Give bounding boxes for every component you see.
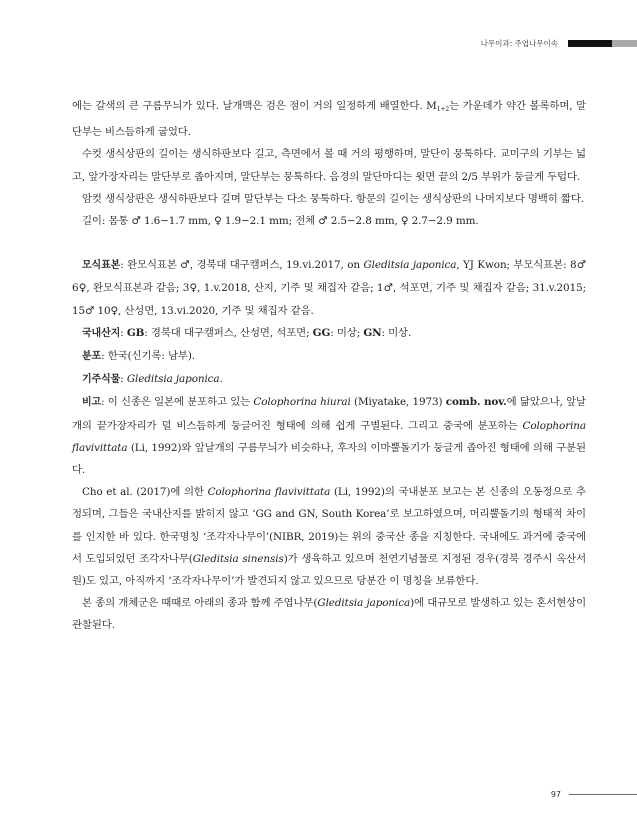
section-gap (72, 232, 586, 254)
footer-rule (569, 794, 637, 795)
domestic-localities-label: 국내산지 (82, 327, 121, 339)
remarks-label: 비고 (82, 397, 102, 409)
discussion-paragraph-2: 본 종의 개체군은 때때로 아래의 종과 함께 주엽나무(Gleditsia japonica)에 대규모로 발생하고 있는 혼서현상이 관찰된다. (72, 597, 587, 632)
host-plant-paragraph: 기주식물: Gleditsia japonica. (82, 373, 223, 386)
type-specimen-paragraph: 모식표본: 완모식표본 ♂, 경북대 대구캠퍼스, 19.vi.2017, on Gleditsia japonica, YJ Kwon; 부모식표본: 8♂ 6♀, 완모식표본과 같음; 3♀, 1.v.2018, 산지, 기주 및 채집자 같음; 1♂, 석포면, 기주 및 채집자 같음; 31.v.2015; 15♂ 10♀, 산성면, 13.vi.2020, 기주 및 채집자 같음. (72, 259, 586, 317)
distribution-paragraph: 분포: 한국(신기록: 남부). (82, 350, 196, 363)
body-text (72, 95, 586, 637)
length-measurements: 길이: 몸통 ♂ 1.6−1.7 mm, ♀ 1.9−2.1 mm; 전체 ♂ 2.5−2.8 mm, ♀ 2.7−2.9 mm. (82, 215, 479, 228)
description-paragraph-1: 에는 갈색의 큰 구름무늬가 있다. 날개맥은 검은 점이 거의 일정하게 배열한다. $M_{1+2}$는 가운데가 약간 볼록하며, 말단부는 비스듬하게 굽었다. (72, 100, 587, 139)
header-bar-black (568, 40, 612, 47)
remarks-paragraph: 비고: 이 신종은 일본에 분포하고 있는 Colophorina hiurai (Miyatake, 1973) comb. nov.에 닮았으나, 앞날개의 끝가장자리가 덜 비스듬하게 둥글어진 형태에 의해 쉽게 구별된다. 그리고 중국에 분포하는 Colophorina flavivittata (Li, 1992)와 앞날개의 구름무늬가 비슷하나, 후자의 이마뿔돌기가 둥글게 좁아진 형태에 의해 구분된다. (72, 396, 586, 477)
discussion-paragraph-1: Cho et al. (2017)에 의한 Colophorina flavivittata (Li, 1992)의 국내분포 보고는 본 신종의 오동정으로 추정되며, 그들은 국내산지를 밝히지 않고 ‘GG and GN, South Korea’로 보고하였으며, 머리뿔돌기의 형태적 차이를 인지한 바 있다. 한국명칭 ‘조각자나무이’(NIBR, 2019)는 위의 중국산 종을 지칭한다. 국내에도 과거에 중국에서 도입되었던 조각자나무(Gleditsia sinensis)가 생육하고 있으며 천연기념물로 지정된 경우(경북 경주시 옥산서원)도 있고, 아직까지 ‘조각자나무이’가 발견되지 않고 있으므로 당분간 이 명칭을 보류한다. (72, 486, 587, 588)
description-paragraph-2: 수컷 생식상판의 길이는 생식하판보다 길고, 측면에서 볼 때 거의 평행하며, 말단이 뭉툭하다. 교미구의 기부는 넓고, 앞가장자리는 말단부로 좁아지며, 말단부는 뭉툭하다. 음경의 말단마디는 윗면 끝의 2/5 부위가 둥글게 두텁다. (72, 148, 586, 183)
description-paragraph-3: 암컷 생식상판은 생식하판보다 길며 말단부는 다소 뭉툭하다. 항문의 길이는 생식상판의 나머지보다 명백히 짧다. (82, 192, 584, 205)
running-head (481, 37, 637, 49)
host-plant-label: 기주식물 (82, 374, 121, 386)
page-number: 97 (550, 790, 561, 799)
domestic-localities-paragraph: 국내산지: GB: 경북대 대구캠퍼스, 산성면, 석포면; GG: 미상; GN: 미상. (82, 326, 412, 339)
header-bar-gray (612, 40, 637, 47)
page-footer (551, 790, 637, 799)
running-title: 나무이과: 주엽나무이속 (480, 38, 558, 48)
type-specimen-label: 모식표본 (82, 260, 121, 272)
distribution-label: 분포 (82, 351, 102, 363)
